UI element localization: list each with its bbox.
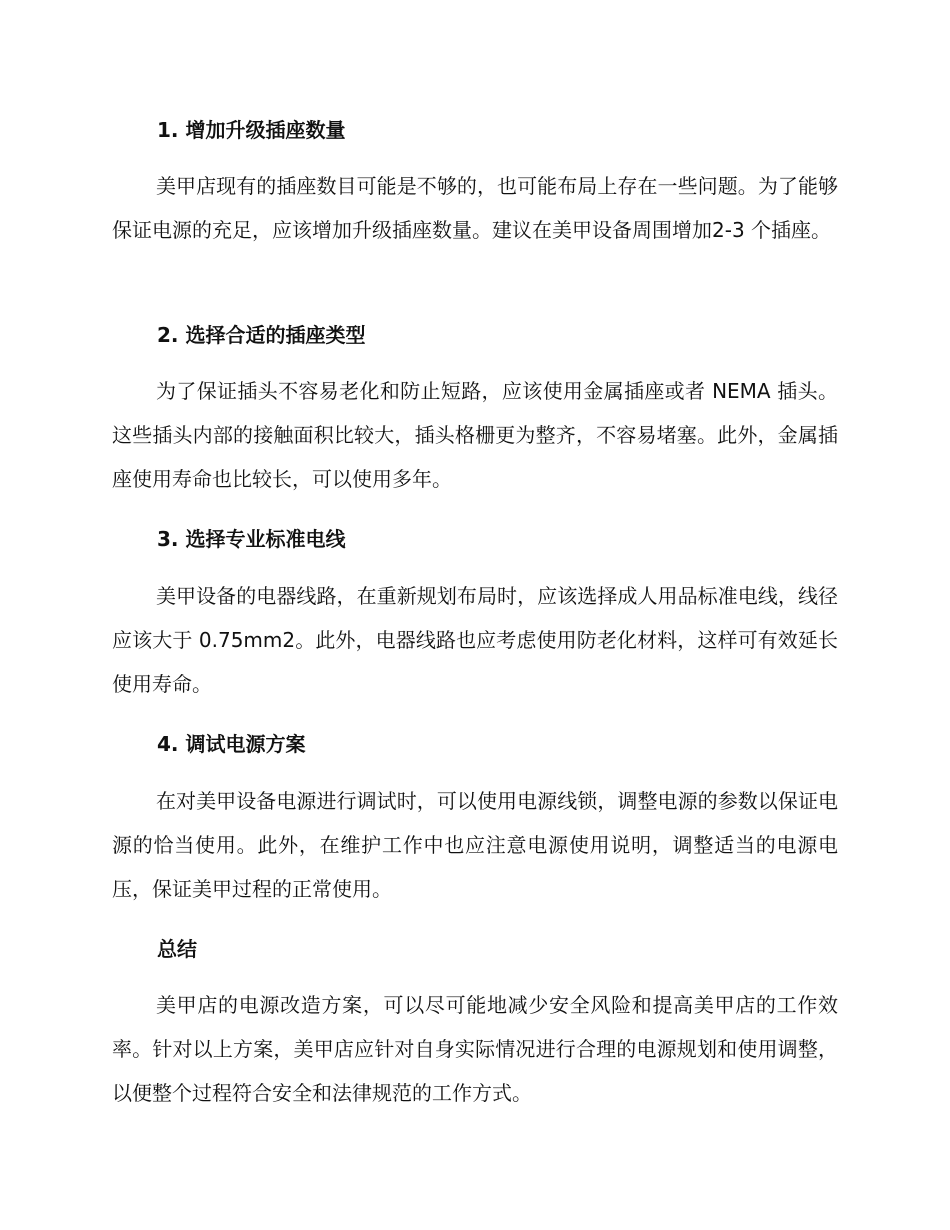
section-body-2: 为了保证插头不容易老化和防止短路，应该使用金属插座或者 NEMA 插头。这些插头内部的接触面积比较大，插头格栅更为整齐，不容易堵塞。此外，金属插座使用寿命也比较长，可以使用多年。 [112, 379, 838, 491]
summary-body: 美甲店的电源改造方案，可以尽可能地减少安全风险和提高美甲店的工作效率。针对以上方案，美甲店应针对自身实际情况进行合理的电源规划和使用调整，以便整个过程符合安全和法律规范的工作方式。 [112, 993, 838, 1105]
section-body-1: 美甲店现有的插座数目可能是不够的，也可能布局上存在一些问题。为了能够保证电源的充足，应该增加升级插座数量。建议在美甲设备周围增加2-3 个插座。 [112, 174, 838, 242]
section-heading-2: 2. 选择合适的插座类型 [157, 323, 366, 347]
section-body-4: 在对美甲设备电源进行调试时，可以使用电源线锁，调整电源的参数以保证电源的恰当使用。此外，在维护工作中也应注意电源使用说明，调整适当的电源电压，保证美甲过程的正常使用。 [112, 789, 838, 901]
section-heading-4: 4. 调试电源方案 [157, 732, 306, 756]
section-body-3: 美甲设备的电器线路，在重新规划布局时，应该选择成人用品标准电线，线径应该大于 0.75mm2。此外，电器线路也应考虑使用防老化材料，这样可有效延长使用寿命。 [112, 584, 838, 696]
section-heading-1: 1. 增加升级插座数量 [157, 118, 346, 142]
section-heading-3: 3. 选择专业标准电线 [157, 527, 346, 551]
summary-heading: 总结 [157, 937, 197, 961]
